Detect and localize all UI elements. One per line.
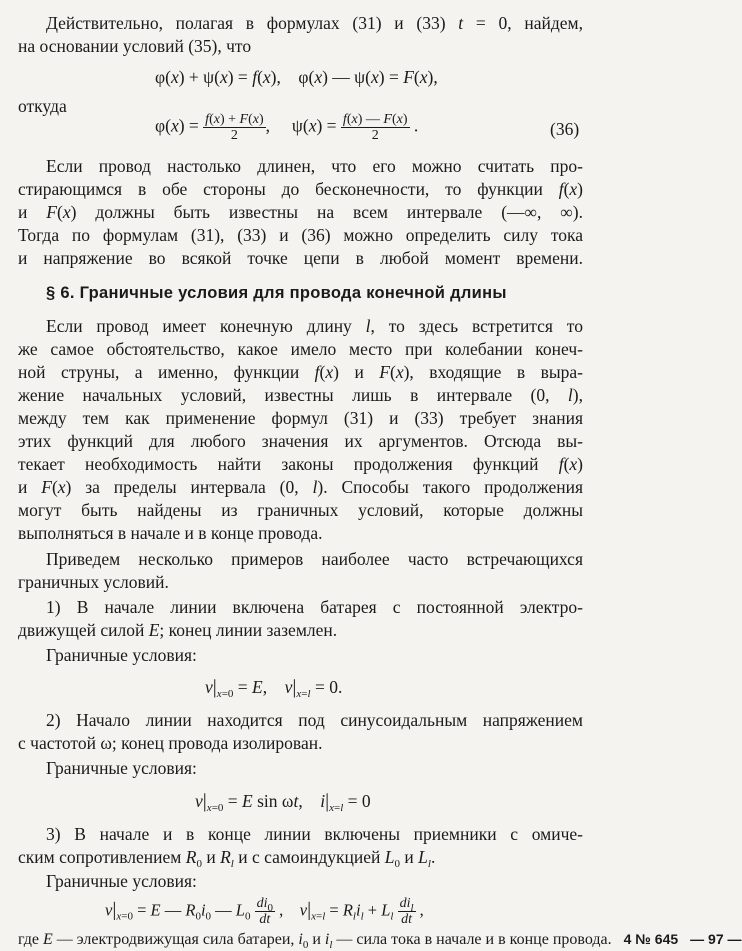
text-line: граничных условий. bbox=[18, 572, 169, 592]
text-line: Граничные условия: bbox=[46, 758, 197, 778]
text-line: текает необходимость найти законы продолжения функций f(x) bbox=[18, 454, 583, 474]
equation-36: φ(x) = $\frac{f(x) + F(x)}{2}$ , ψ(x) = $\frac{f(x) — F(x)}{2}$ . bbox=[155, 112, 419, 143]
text-line: Действительно, полагая в формулах (31) и (33) t = 0, найдем, bbox=[46, 13, 583, 33]
text-line: Граничные условия: bbox=[46, 645, 197, 665]
text-line: ной струны, а именно, функции f(x) и F(x), входящие в выра- bbox=[18, 362, 583, 382]
text-line: жение начальных условий, известны лишь в интервале (0, l), bbox=[18, 385, 583, 405]
text-line: с частотой ω; конец провода изолирован. bbox=[18, 733, 323, 753]
text-line: выполняться в начале и в конце провода. bbox=[18, 523, 323, 543]
page-signature: 4 № 645 bbox=[623, 931, 679, 947]
text-line: же самое обстоятельство, какое имело место при колебании конеч- bbox=[18, 339, 583, 359]
equation: $v|_{x=0} = E$ — $R_0i_0$ — $L_0$ $\frac{di_0}{dt}$ , $v|_{x=l} = R_li_l + L_l$ $\frac{di_l}{dt}$ , bbox=[105, 896, 424, 927]
equation: $v|_{x=0} = E$, $v|_{x=l} = 0$. bbox=[205, 676, 343, 700]
text-line: и F(x) за пределы интервала (0, l). Способы такого продолжения bbox=[18, 477, 584, 497]
text-line: стирающимся в обе стороны до бесконечности, то функции f(x) bbox=[18, 179, 583, 199]
text-line: ским сопротивлением $R_0$ и $R_l$ и с самоиндукцией $L_0$ и $L_l$. bbox=[18, 847, 436, 870]
text-line: и напряжение во всякой точке цепи в любой момент времени. bbox=[18, 248, 583, 268]
text-line: 3) В начале и в конце линии включены приемники с омиче- bbox=[46, 824, 583, 844]
section-heading: § 6. Граничные условия для провода конечной длины bbox=[46, 284, 507, 302]
text-line: этих функций для любого значения их аргументов. Отсюда вы- bbox=[18, 431, 583, 451]
text-line: 1) В начале линии включена батарея с постоянной электро- bbox=[46, 597, 583, 617]
text-line: между тем как применение формул (31) и (33) требует знания bbox=[18, 408, 583, 428]
text-line: Если провод имеет конечную длину l, то здесь встретится то bbox=[46, 316, 583, 336]
text-line: где E — электродвижущая сила батареи, $i_0$ и $i_l$ — сила тока в начале и в конце провода. 4 № 645 — 97 — bbox=[18, 931, 742, 951]
equation: φ(x) + ψ(x) = f(x), φ(x) — ψ(x) = F(x), bbox=[155, 67, 438, 87]
equation-number: (36) bbox=[550, 119, 580, 139]
text-line: откуда bbox=[18, 96, 67, 116]
text-line: Граничные условия: bbox=[46, 871, 197, 891]
page-number: — 97 — bbox=[690, 931, 742, 947]
text-line: и F(x) должны быть известны на всем интервале (—∞, ∞). bbox=[18, 202, 583, 222]
text-line: на основании условий (35), что bbox=[18, 36, 252, 56]
text-line: движущей силой E; конец линии заземлен. bbox=[18, 620, 338, 640]
fraction: $\frac{f(x) — F(x)}{2}$ bbox=[342, 112, 408, 143]
text-line: 2) Начало линии находится под синусоидальным напряжением bbox=[46, 710, 583, 730]
text-line: Тогда по формулам (31), (33) и (36) можно определить силу тока bbox=[18, 225, 583, 245]
fraction: $\frac{f(x) + F(x)}{2}$ bbox=[205, 112, 264, 143]
text-line: Если провод настолько длинен, что его можно считать про- bbox=[46, 156, 583, 176]
text-line: могут быть найдены из граничных условий, которые должны bbox=[18, 500, 583, 520]
text-line: Приведем несколько примеров наиболее часто встречающихся bbox=[46, 549, 583, 569]
equation: $v|_{x=0} = E$ sin ωt, $i|_{x=l} = 0$ bbox=[195, 790, 371, 814]
